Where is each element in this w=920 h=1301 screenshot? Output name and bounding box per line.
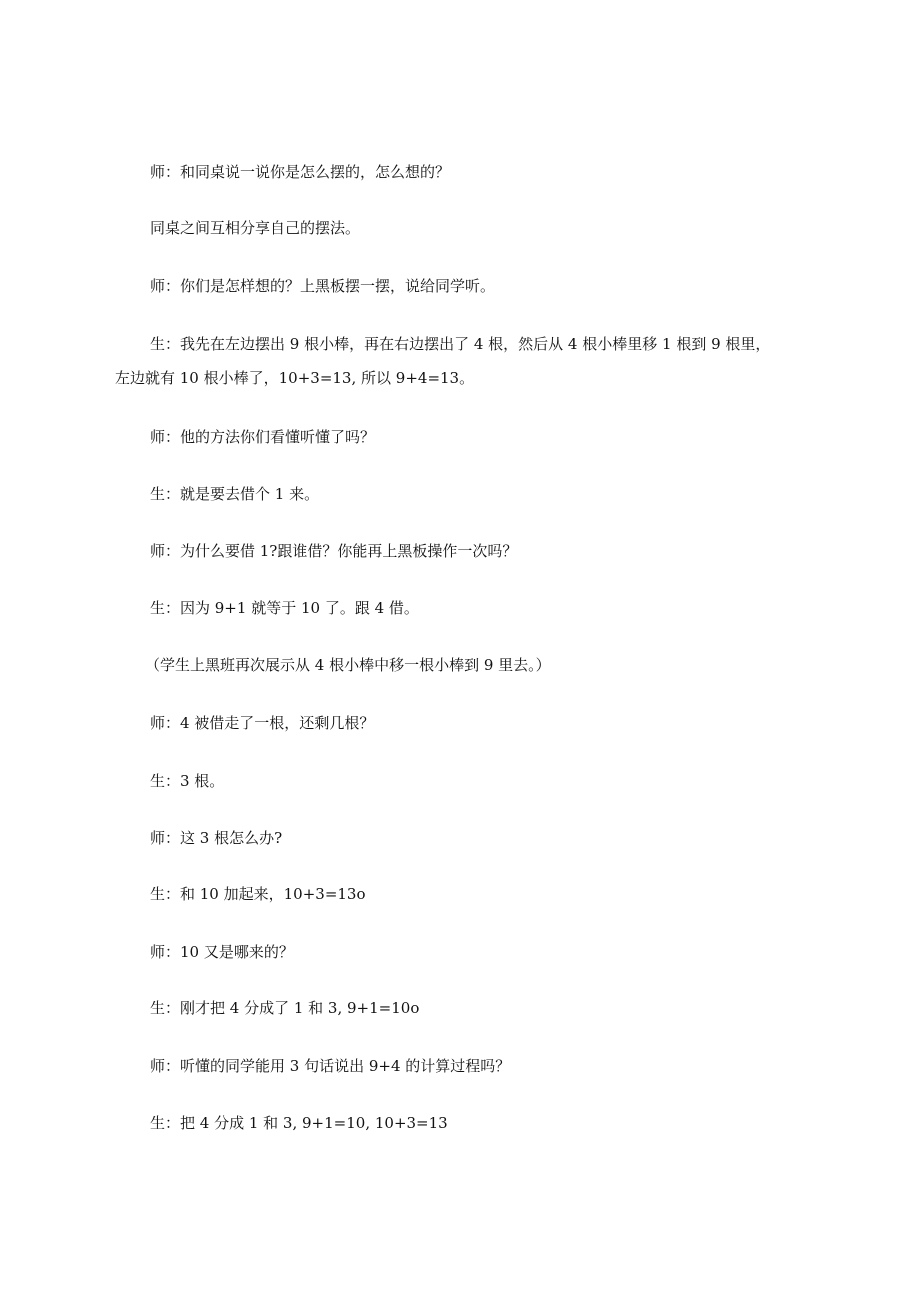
- paragraph-12: 师：这 3 根怎么办?: [150, 829, 283, 847]
- paragraph-4-line-1: 生：我先在左边摆出 9 根小棒，再在右边摆出了 4 根，然后从 4 根小棒里移 1 根到 9 根里，: [150, 335, 771, 353]
- paragraph-11: 生：3 根。: [150, 772, 225, 790]
- paragraph-3: 师：你们是怎样想的？上黑板摆一摆，说给同学听。: [150, 277, 496, 295]
- paragraph-2: 同桌之间互相分享自己的摆法。: [150, 219, 361, 237]
- paragraph-13: 生：和 10 加起来，10+3=13o: [150, 885, 366, 903]
- paragraph-6: 生：就是要去借个 1 来。: [150, 485, 320, 503]
- paragraph-17: 生：把 4 分成 1 和 3, 9+1=10, 10+3=13: [150, 1114, 448, 1132]
- paragraph-1: 师：和同桌说一说你是怎么摆的，怎么想的？: [150, 163, 451, 181]
- paragraph-4: [115, 327, 830, 395]
- paragraph-16: 师：听懂的同学能用 3 句话说出 9+4 的计算过程吗？: [150, 1057, 511, 1075]
- paragraph-15: 生：刚才把 4 分成了 1 和 3, 9+1=10o: [150, 999, 420, 1017]
- paragraph-5: 师：他的方法你们看懂听懂了吗？: [150, 428, 376, 446]
- paragraph-7: 师：为什么要借 1?跟谁借？你能再上黑板操作一次吗？: [150, 542, 518, 560]
- paragraph-8: 生：因为 9+1 就等于 10 了。跟 4 借。: [150, 599, 419, 617]
- paragraph-4-line-2: 左边就有 10 根小棒了，10+3=13, 所以 9+4=13。: [115, 369, 475, 387]
- paragraph-9: （学生上黑班再次展示从 4 根小棒中移一根小棒到 9 里去。）: [145, 656, 551, 674]
- paragraph-10: 师：4 被借走了一根，还剩几根？: [150, 714, 375, 732]
- paragraph-14: 师：10 又是哪来的？: [150, 943, 294, 961]
